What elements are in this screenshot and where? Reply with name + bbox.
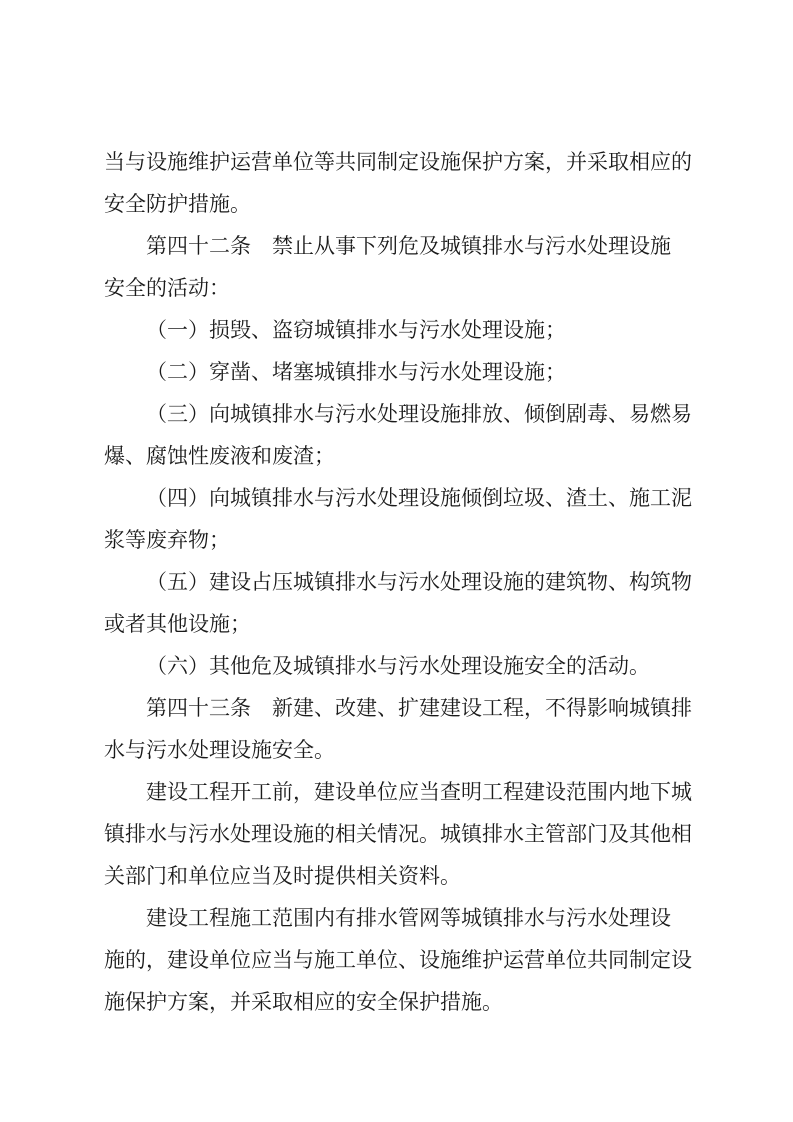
text-line: 或者其他设施； — [104, 612, 251, 636]
article-43-heading: 第四十三条 新建、改建、扩建建设工程，不得影响城镇排 — [146, 696, 692, 720]
article-42-heading: 第四十二条 禁止从事下列危及城镇排水与污水处理设施 — [146, 234, 671, 258]
list-item: （六）其他危及城镇排水与污水处理设施安全的活动。 — [146, 654, 650, 678]
list-item: （二）穿凿、堵塞城镇排水与污水处理设施； — [146, 360, 566, 384]
paragraph-line: 建设工程开工前，建设单位应当查明工程建设范围内地下城 — [146, 780, 692, 804]
text-line: 施保护方案，并采取相应的安全保护措施。 — [104, 990, 503, 1014]
text-line: 施的，建设单位应当与施工单位、设施维护运营单位共同制定设 — [104, 948, 692, 972]
text-line: 安全防护措施。 — [104, 192, 251, 216]
paragraph-line: 建设工程施工范围内有排水管网等城镇排水与污水处理设 — [146, 906, 671, 930]
list-item: （四）向城镇排水与污水处理设施倾倒垃圾、渣土、施工泥 — [146, 486, 692, 510]
text-line: 水与污水处理设施安全。 — [104, 738, 335, 762]
text-line: 当与设施维护运营单位等共同制定设施保护方案，并采取相应的 — [104, 150, 692, 174]
text-line: 爆、腐蚀性废液和废渣； — [104, 444, 335, 468]
list-item: （一）损毁、盗窃城镇排水与污水处理设施； — [146, 318, 566, 342]
text-line: 关部门和单位应当及时提供相关资料。 — [104, 864, 461, 888]
text-line: 镇排水与污水处理设施的相关情况。城镇排水主管部门及其他相 — [104, 822, 692, 846]
text-line: 安全的活动： — [104, 276, 230, 300]
list-item: （三）向城镇排水与污水处理设施排放、倾倒剧毒、易燃易 — [146, 402, 692, 426]
list-item: （五）建设占压城镇排水与污水处理设施的建筑物、构筑物 — [146, 570, 692, 594]
text-line: 浆等废弃物； — [104, 528, 230, 552]
